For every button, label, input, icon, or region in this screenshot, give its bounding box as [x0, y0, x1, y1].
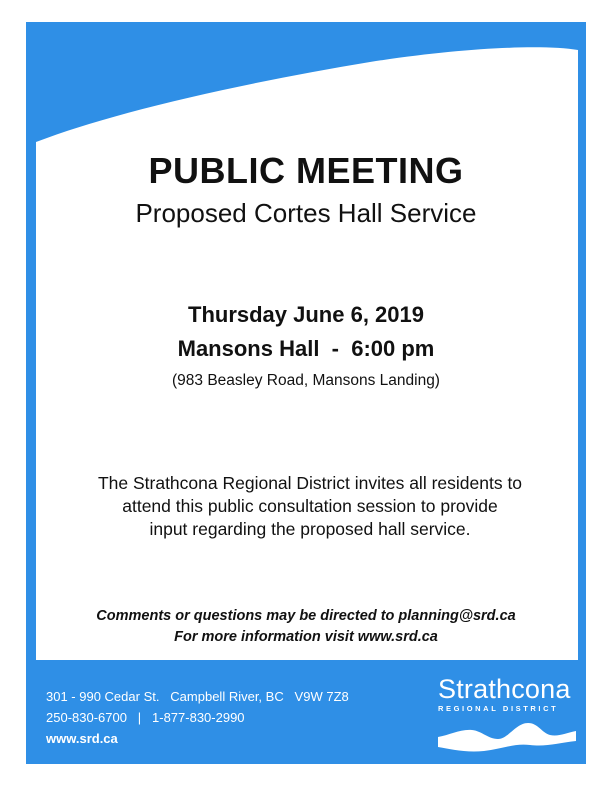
footer-contact	[46, 686, 349, 749]
invitation-line: input regarding the proposed hall service.	[149, 519, 471, 539]
logo-name: Strathcona	[438, 674, 571, 704]
invitation-line: The Strathcona Regional District invites all residents to	[97, 473, 523, 493]
footer-address: 301 - 990 Cedar St. Campbell River, BC V9W 7Z8	[46, 689, 349, 704]
meeting-venue-time: Mansons Hall - 6:00 pm	[177, 336, 435, 361]
meeting-date: Thursday June 6, 2019	[188, 302, 424, 327]
meeting-address: (983 Beasley Road, Mansons Landing)	[172, 372, 440, 389]
logo-subtitle: REGIONAL DISTRICT	[438, 704, 559, 713]
strathcona-logo	[438, 675, 578, 757]
more-info-line: For more information visit www.srd.ca	[174, 629, 438, 645]
invitation-text	[60, 472, 560, 541]
footer-phones: 250-830-6700 | 1-877-830-2990	[46, 710, 245, 725]
invitation-line: attend this public consultation session to provide	[122, 496, 498, 516]
footer-website[interactable]: www.srd.ca	[46, 731, 118, 746]
mountain-wave-icon	[438, 717, 576, 757]
comments-line: Comments or questions may be directed to planning@srd.ca	[96, 608, 516, 624]
meeting-subtitle: Proposed Cortes Hall Service	[135, 198, 477, 228]
blue-frame	[26, 22, 586, 764]
meeting-title: PUBLIC MEETING	[148, 150, 464, 191]
contact-info	[0, 606, 612, 648]
